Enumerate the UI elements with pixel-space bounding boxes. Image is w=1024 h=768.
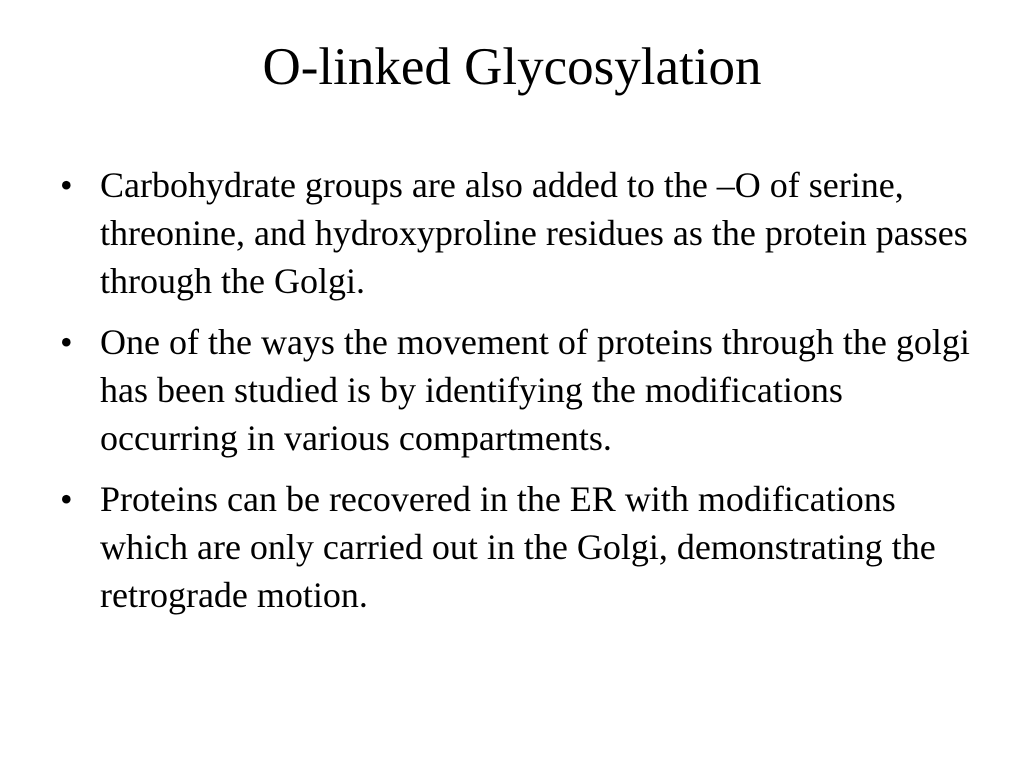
bullet-icon: •: [60, 165, 73, 205]
bullet-item: [60, 161, 970, 305]
bullet-item: [60, 475, 970, 619]
bullet-text: One of the ways the movement of proteins through the golgi has been studied is by identifying the modifications occurring in various compartments.: [100, 322, 970, 458]
bullet-item: [60, 318, 970, 462]
bullet-icon: •: [60, 322, 73, 362]
bullet-icon: •: [60, 479, 73, 519]
bullet-list: [60, 161, 970, 632]
bullet-text: Carbohydrate groups are also added to the –O of serine, threonine, and hydroxyproline residues as the protein passes through the Golgi.: [100, 165, 968, 301]
bullet-text: Proteins can be recovered in the ER with modifications which are only carried out in the Golgi, demonstrating the retrograde motion.: [100, 479, 936, 615]
slide-title: O-linked Glycosylation: [262, 38, 762, 96]
